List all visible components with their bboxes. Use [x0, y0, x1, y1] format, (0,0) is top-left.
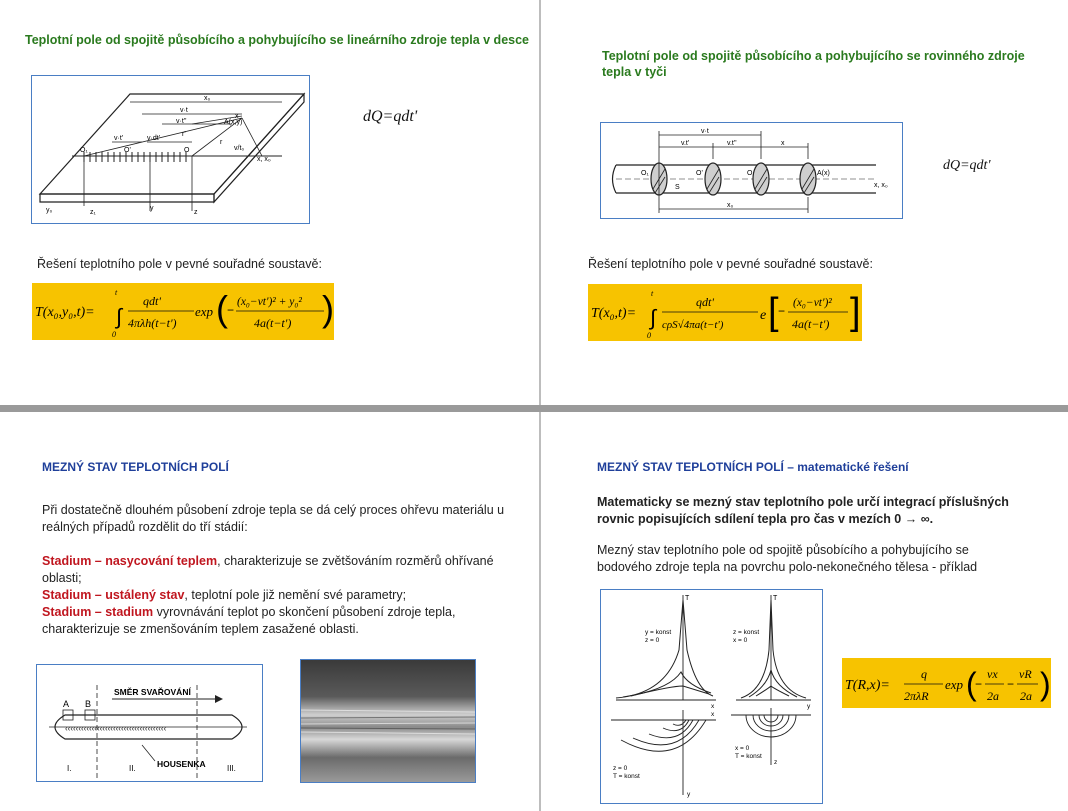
label-b: B: [85, 699, 92, 709]
label-t2: T: [773, 595, 778, 602]
label-r: r: [220, 139, 223, 146]
title-main: MEZNÝ STAV TEPLOTNÍCH POLÍ: [597, 460, 784, 474]
label-rp: r': [182, 131, 186, 138]
label-x1: x: [711, 703, 715, 710]
label-xk: x = 0: [735, 745, 750, 752]
svg-text:[: [: [768, 291, 779, 333]
label-x: x: [235, 113, 239, 120]
label-y3: y: [687, 791, 691, 798]
stage-1-title: Stadium – nasycování teplem: [42, 554, 218, 568]
label-a: A: [63, 699, 70, 709]
label-x0: x₀: [204, 95, 211, 102]
formula-lhs: T(x₀,y₀,t)=: [35, 305, 95, 320]
solution-label: Řešení teplotního pole v pevné souřadné soustavě:: [588, 257, 873, 271]
math-statement: [597, 494, 1057, 528]
slide-title: MEZNÝ STAV TEPLOTNÍCH POLÍ: [42, 460, 229, 474]
label-vt: v·t: [701, 128, 709, 135]
intro-line-1: Při dostatečně dlouhém působení zdroje tepla se dá celý proces ohřevu materiálu u: [42, 503, 505, 517]
label-s: S: [675, 184, 680, 191]
formula-exp-denominator: 4a(t−t'): [254, 316, 292, 330]
solution-label: Řešení teplotního pole v pevné souřadné soustavě:: [37, 257, 322, 271]
svg-text:∫: ∫: [650, 305, 657, 330]
label-x3: x: [711, 711, 715, 718]
label-vtp: v.t': [681, 140, 690, 147]
formula-box: [842, 658, 1051, 708]
label-z2: z: [774, 759, 778, 766]
slide-title: [602, 48, 1052, 80]
svg-text:]: ]: [850, 291, 861, 333]
intro-paragraph: [42, 502, 532, 536]
label-y1: y: [807, 703, 811, 710]
label-tz: T = konst: [613, 773, 640, 780]
label-z: z: [194, 209, 198, 216]
formula-numerator: q: [921, 667, 927, 681]
label-yk: y = konst: [645, 629, 672, 636]
label-op: O': [696, 170, 703, 177]
svg-text:−: −: [975, 677, 983, 691]
stage-2-text: , teplotní pole již nemění své parametry;: [184, 588, 407, 602]
label-xx0: x, x₀: [257, 156, 271, 163]
label-x0: x₀: [727, 202, 734, 209]
math-line-2: rovnic popisujících sdílení tepla pro čas v mezích 0 → ∞.: [597, 512, 934, 526]
slide-top-right: [541, 0, 1068, 405]
stage-3-title: Stadium – stadium: [42, 605, 154, 619]
stage-3-line-2: charakterizuje se zmenšováním teplem zasažené oblasti.: [42, 622, 359, 636]
label-o1: O₁: [80, 147, 88, 154]
label-zz: z = 0: [613, 765, 628, 772]
integral-lower: 0: [647, 331, 651, 340]
label-o1: O₁: [641, 170, 649, 177]
integral-lower: 0: [112, 330, 116, 339]
stage-1-line-2: oblasti;: [42, 571, 82, 585]
label-ax: A(x): [817, 170, 830, 177]
slide-title: [597, 460, 909, 474]
svg-text:): ): [1040, 666, 1051, 702]
label-direction: SMĚR SVAŘOVÁNÍ: [114, 687, 191, 697]
stage-2: [42, 587, 532, 604]
stage-3-text: vyrovnávání teplot po skončení působení zdroje tepla,: [153, 605, 456, 619]
temperature-field-figure: [600, 589, 823, 804]
formula-term1-num: vx: [987, 667, 998, 681]
formula-term2-num: vR: [1019, 667, 1032, 681]
svg-text:(: (: [216, 288, 228, 329]
label-t1: T: [685, 595, 690, 602]
weld-diagram: [36, 664, 263, 782]
formula-exp-numerator: (x₀−vt')² + y₀²: [237, 296, 302, 308]
plate-figure: [31, 75, 310, 224]
stage-1: [42, 553, 532, 570]
formula-box: [588, 284, 862, 341]
svg-text:∫: ∫: [116, 304, 123, 329]
dq-expression: dQ=qdt': [363, 108, 418, 125]
svg-text:‹‹‹‹‹‹‹‹‹‹‹‹‹‹‹‹‹‹‹‹‹‹‹‹‹‹‹‹‹‹: ‹‹‹‹‹‹‹‹‹‹‹‹‹‹‹‹‹‹‹‹‹‹‹‹‹‹‹‹‹‹‹‹‹‹‹‹‹‹: [65, 724, 167, 733]
label-x: x: [781, 140, 785, 147]
label-vt: v·t: [180, 107, 188, 114]
formula-box: [32, 283, 334, 340]
dq-expression: dQ=qdt': [943, 158, 991, 173]
svg-text:−: −: [227, 303, 235, 317]
label-vyt: v/t₀: [234, 145, 245, 152]
formula-exp: exp: [195, 304, 214, 319]
formula-e: e: [760, 308, 767, 323]
slide-title: Teplotní pole od spojitě působícího a pohybujícího se lineárního zdroje tepla v desce: [25, 33, 529, 47]
stage-2-title: Stadium – ustálený stav: [42, 588, 185, 602]
formula-numerator: qdt': [696, 295, 714, 309]
title-line-2: tepla v tyči: [602, 65, 667, 79]
formula-term2-den: 2a: [1020, 689, 1032, 703]
svg-text:): ): [322, 288, 334, 329]
weld-bead-photo: [300, 659, 476, 783]
math-line-1: Matematicky se mezný stav teplotního pole určí integrací příslušných: [597, 495, 1009, 509]
formula-numerator: qdt': [143, 294, 161, 308]
stage-3: [42, 604, 532, 621]
example-line-1: Mezný stav teplotního pole od spojitě působícího a pohybujícího se: [597, 543, 969, 557]
slide-bottom-right: [541, 412, 1068, 811]
horizontal-divider: [0, 405, 1068, 412]
label-vtpp: v.t'': [727, 140, 737, 147]
formula-exp-denominator: 4a(t−t'): [792, 317, 830, 331]
label-y0: y₀: [46, 207, 53, 214]
rod-figure: [600, 122, 903, 219]
formula-exp-numerator: (x₀−vt')²: [793, 297, 832, 309]
title-line-1: Teplotní pole od spojitě působícího a pohybujícího se rovinného zdroje: [602, 49, 1025, 63]
label-vtpp: v·t'': [176, 118, 187, 125]
label-tk: T = konst: [735, 753, 762, 760]
label-stage-iii: III.: [227, 764, 236, 773]
title-suffix: – matematické řešení: [783, 460, 909, 474]
label-z0: z = 0: [645, 637, 660, 644]
formula-lhs: T(R,x)=: [845, 678, 890, 693]
example-line-2: bodového zdroje tepla na povrchu polo-nekonečného tělesa - příklad: [597, 560, 978, 574]
label-o: O: [747, 170, 753, 177]
label-z1: z₁: [90, 209, 96, 216]
label-x0: x = 0: [733, 637, 748, 644]
formula-denominator: cρS√4πa(t−t'): [662, 319, 724, 331]
formula-denominator: 4πλh(t−t'): [128, 316, 177, 330]
label-op: O': [124, 147, 131, 154]
label-xx0: x, x₀: [874, 182, 888, 189]
formula-lhs: T(x₀,t)=: [591, 306, 637, 321]
slide-bottom-left: [0, 412, 539, 811]
label-vdt: v·dt': [147, 135, 161, 142]
label-zk: z = konst: [733, 629, 760, 636]
integral-upper: t: [651, 289, 654, 298]
svg-text:(: (: [966, 666, 977, 702]
intro-line-2: reálných případů rozdělit do tří stádií:: [42, 520, 248, 534]
integral-upper: t: [115, 288, 118, 297]
stage-1-text: , charakterizuje se zvětšováním rozměrů ohřívané: [217, 554, 494, 568]
label-stage-i: I.: [67, 764, 72, 773]
formula-term1-den: 2a: [987, 689, 999, 703]
label-vtp: v·t': [114, 135, 124, 142]
label-o: O: [184, 147, 190, 154]
formula-exp: exp: [945, 677, 964, 692]
slide-top-left: [0, 0, 539, 405]
svg-text:−: −: [778, 304, 786, 318]
svg-text:−: −: [1007, 677, 1015, 691]
formula-denominator: 2πλR: [904, 689, 929, 703]
example-text: [597, 542, 1057, 576]
label-bead: HOUSENKA: [157, 759, 206, 769]
stages-list: [42, 553, 532, 638]
label-stage-ii: II.: [129, 764, 136, 773]
label-y: y: [150, 205, 154, 212]
label-axy: A(x,y): [224, 119, 243, 126]
